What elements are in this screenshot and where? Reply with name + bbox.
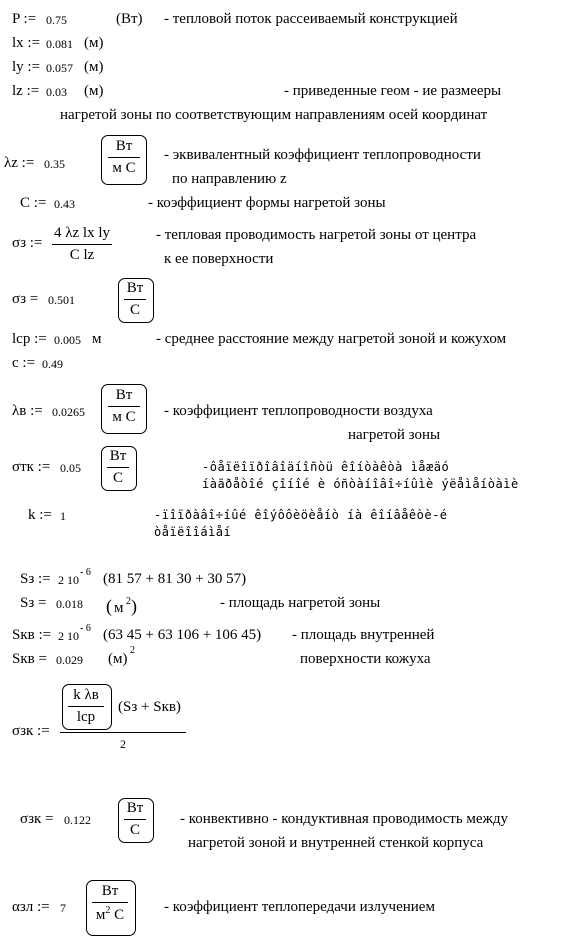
unit-alpha — [92, 884, 128, 923]
desc-sigma-tk-2: íàãðåòîé çîíîé è óñòàíîâî÷íûìè ýëåìåíòàìè — [202, 477, 519, 491]
symbol-lambda-v: λв := — [12, 403, 43, 419]
value-lcp: 0.005 — [54, 333, 81, 347]
symbol-lz: lz := — [12, 83, 40, 99]
formula-sigma-def — [52, 226, 112, 263]
symbol-skv-val: Sкв = — [12, 651, 47, 667]
symbol-c-form: C := — [20, 195, 47, 211]
desc-lcp: - среднее расстояние между нагретой зоной и кожухом — [156, 331, 507, 347]
desc-lz-2: нагретой зоны по соответствующим направлениям осей координат — [60, 107, 488, 123]
formula-den: 2 — [120, 737, 126, 751]
expr-skv-def: (63 45 + 63 106 + 106 45) — [103, 627, 262, 643]
coef-skv-def: 2 10 — [58, 629, 79, 643]
symbol-p: P := — [12, 11, 37, 27]
symbol-lcp: lcp := — [12, 331, 47, 347]
exp-skv-def: - 6 — [80, 623, 91, 634]
unit-sigma-tk — [107, 449, 129, 486]
formula-inner — [68, 688, 104, 725]
desc-p: - тепловой поток рассеиваемый конструкцией — [164, 11, 458, 27]
desc-lambda-v-1: - коэффициент теплопроводности воздуха — [164, 403, 433, 419]
unit-den: С — [129, 302, 140, 318]
unit-paren-close: ) — [131, 596, 137, 616]
unit-den — [96, 906, 124, 923]
unit-s3-val: м — [114, 600, 124, 616]
desc-sigma-zk-2: нагретой зоной и внутренней стенкой корпуса — [188, 835, 484, 851]
formula-num: 4 λz lx ly — [53, 225, 110, 241]
desc-sigma-def-1: - тепловая проводимость нагретой зоны от центра — [156, 227, 477, 243]
desc-k-1: -ïîïðàâî÷íûé êîýôôèöèåíò íà êîíâåêòè-é — [154, 508, 448, 522]
unit-num: Вт — [109, 448, 127, 464]
value-lz: 0.03 — [46, 85, 67, 99]
formula-den: C lz — [69, 247, 95, 263]
desc-lambda-z-1: - эквивалентный коэффициент теплопроводности — [164, 147, 481, 163]
unit-lambda-z — [108, 139, 140, 176]
unit-den: м С — [112, 160, 136, 176]
symbol-skv-def: Sкв := — [12, 627, 52, 643]
value-k: 1 — [60, 509, 66, 523]
desc-lambda-z-2: по направлению z — [172, 171, 287, 187]
formula-tail: (Sз + Sкв) — [118, 699, 181, 715]
unit-sigma-val — [124, 281, 146, 318]
unit-den: С — [129, 822, 140, 838]
exp-s3-def: - 6 — [80, 567, 91, 578]
unit-num: Вт — [126, 280, 144, 296]
desc-sigma-def-2: к ее поверхности — [164, 251, 274, 267]
unit-paren-open: ( — [106, 596, 112, 616]
unit-ly: (м) — [84, 59, 104, 75]
desc-alpha: - коэффициент теплопередачи излучением — [164, 899, 435, 915]
value-lambda-z: 0.35 — [44, 157, 65, 171]
desc-sigma-tk-1: -ôåïëîïðîâîäíîñòü êîíòàêòà ìåæäó — [202, 460, 450, 474]
value-sigma-val: 0.501 — [48, 293, 75, 307]
desc-s3-val: - площадь нагретой зоны — [220, 595, 381, 611]
value-s3-val: 0.018 — [56, 597, 83, 611]
desc-c-form: - коэффициент формы нагретой зоны — [148, 195, 386, 211]
fraction-bar — [60, 732, 186, 733]
unit-exp-skv-val: 2 — [130, 645, 135, 656]
value-c-small: 0.49 — [42, 357, 63, 371]
symbol-sigma-tk: σтк := — [12, 459, 51, 475]
expr-s3-def: (81 57 + 81 30 + 30 57) — [103, 571, 247, 587]
unit-lz: (м) — [84, 83, 104, 99]
unit-lcp: м — [92, 331, 102, 347]
value-p: 0.75 — [46, 13, 67, 27]
value-skv-val: 0.029 — [56, 653, 83, 667]
value-lambda-v: 0.0265 — [52, 405, 85, 419]
coef-s3-def: 2 10 — [58, 573, 79, 587]
symbol-alpha: αзл := — [12, 899, 50, 915]
unit-den-exp: 2 — [105, 905, 111, 916]
unit-den-m: м — [95, 907, 106, 923]
desc-lambda-v-2: нагретой зоны — [348, 427, 441, 443]
unit-exp-s3-val: 2 — [126, 596, 131, 607]
symbol-sigma-val: σз = — [12, 291, 39, 307]
formula-inner-den: lcp — [76, 709, 96, 725]
formula-inner-num: k λв — [73, 687, 99, 703]
value-ly: 0.057 — [46, 61, 73, 75]
unit-sigma-zk — [124, 801, 146, 838]
value-c-form: 0.43 — [54, 197, 75, 211]
symbol-ly: ly := — [12, 59, 41, 75]
unit-num: Вт — [126, 800, 144, 816]
symbol-k: k := — [28, 507, 52, 523]
symbol-sigma-zk-def: σзк := — [12, 723, 50, 739]
unit-den: С — [112, 470, 123, 486]
value-sigma-zk-val: 0.122 — [64, 813, 91, 827]
desc-lz-1: - приведенные геом - ие размееры — [284, 83, 502, 99]
unit-lx: (м) — [84, 35, 104, 51]
symbol-c-small: c := — [12, 355, 36, 371]
desc-k-2: òåïëîîáìåí — [154, 525, 232, 539]
value-lx: 0.081 — [46, 37, 73, 51]
symbol-sigma-zk-val: σзк = — [20, 811, 54, 827]
unit-den-c: С — [114, 907, 125, 923]
unit-num: Вт — [115, 387, 133, 403]
unit-p: (Вт) — [116, 11, 143, 27]
symbol-s3-def: Sз := — [20, 571, 51, 587]
symbol-lambda-z: λz := — [4, 155, 35, 171]
desc-skv-1: - площадь внутренней — [292, 627, 435, 643]
desc-skv-2: поверхности кожуха — [300, 651, 431, 667]
desc-sigma-zk-1: - конвективно - кондуктивная проводимость между — [180, 811, 509, 827]
symbol-lx: lx := — [12, 35, 41, 51]
unit-den: м С — [112, 409, 136, 425]
unit-lambda-v — [108, 388, 140, 425]
value-alpha: 7 — [60, 901, 66, 915]
value-sigma-tk: 0.05 — [60, 461, 81, 475]
symbol-s3-val: Sз = — [20, 595, 47, 611]
unit-num: Вт — [101, 883, 119, 899]
symbol-sigma-def: σз := — [12, 235, 43, 251]
unit-skv-val: (м) — [108, 651, 128, 667]
unit-num: Вт — [115, 138, 133, 154]
